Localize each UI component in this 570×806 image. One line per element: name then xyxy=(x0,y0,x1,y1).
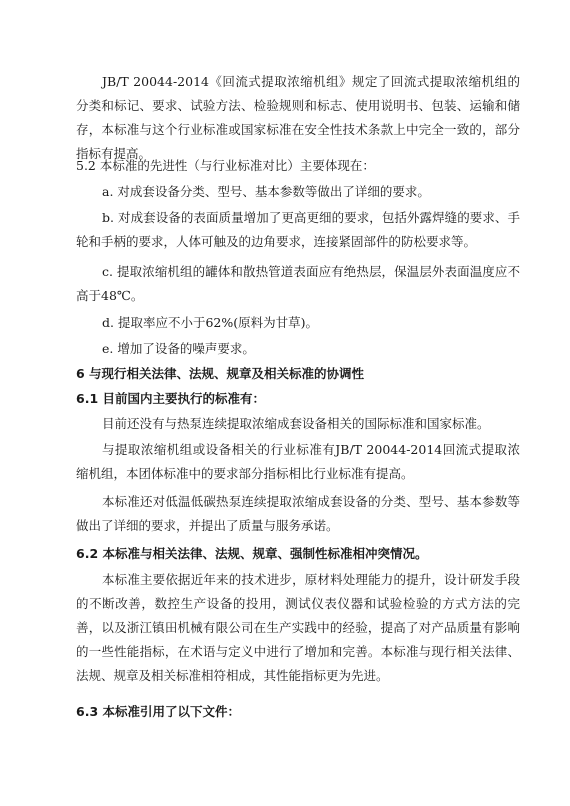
list-item-a: a. 对成套设备分类、型号、基本参数等做出了详细的要求。 xyxy=(102,184,430,199)
section-6-1-paragraph-3: 本标准还对低温低碳热泵连续提取浓缩成套设备的分类、型号、基本参数等做出了详细的要求，并提出了质量与服务承诺。 xyxy=(76,494,520,533)
section-6-1-paragraph-2: 与提取浓缩机组或设备相关的行业标准有JB/T 20044-2014回流式提取浓缩机组，本团体标准中的要求部分指标相比行业标准有提高。 xyxy=(76,442,520,481)
section-6-heading: 6 与现行相关法律、法规、规章及相关标准的协调性 xyxy=(76,366,365,381)
list-item-b: b. 对成套设备的表面质量增加了更高更细的要求，包括外露焊缝的要求、手轮和手柄的要求，人体可触及的边角要求，连接紧固部件的防松要求等。 xyxy=(76,210,520,249)
section-6-2-paragraph: 本标准主要依据近年来的技术进步，原材料处理能力的提升，设计研发手段的不断改善，数控生产设备的投用，测试仪表仪器和试验检验的方式方法的完善，以及浙江镇田机械有限公司在生产实践中的经验，提高了对产品质量有影响的一些性能指标，在术语与定义中进行了增加和完善。本标准与现行相关法律、法规、规章及相关标准相符相成，其性能指标更为先进。 xyxy=(76,572,520,683)
section-6-3-heading: 6.3 本标准引用了以下文件： xyxy=(76,704,240,719)
intro-paragraph: JB/T 20044-2014《回流式提取浓缩机组》规定了回流式提取浓缩机组的分类和标记、要求、试验方法、检验规则和标志、使用说明书、包装、运输和储存，本标准与这个行业标准或国家标准在安全性技术条款上中完全一致的，部分指标有提高。 xyxy=(76,74,520,161)
section-5-2-heading: 5.2 本标准的先进性（与行业标准对比）主要体现在： xyxy=(76,158,375,173)
list-item-c: c. 提取浓缩机组的罐体和散热管道表面应有绝热层，保温层外表面温度应不高于48℃。 xyxy=(76,264,520,303)
list-item-e: e. 增加了设备的噪声要求。 xyxy=(102,341,255,356)
section-6-1-heading: 6.1 目前国内主要执行的标准有： xyxy=(76,391,265,406)
list-item-d: d. 提取率应不小于62%(原料为甘草)。 xyxy=(102,315,318,330)
section-6-1-paragraph-1: 目前还没有与热泵连续提取浓缩成套设备相关的国际标准和国家标准。 xyxy=(102,416,490,431)
section-6-2-heading: 6.2 本标准与相关法律、法规、规章、强制性标准相冲突情况。 xyxy=(76,546,428,561)
